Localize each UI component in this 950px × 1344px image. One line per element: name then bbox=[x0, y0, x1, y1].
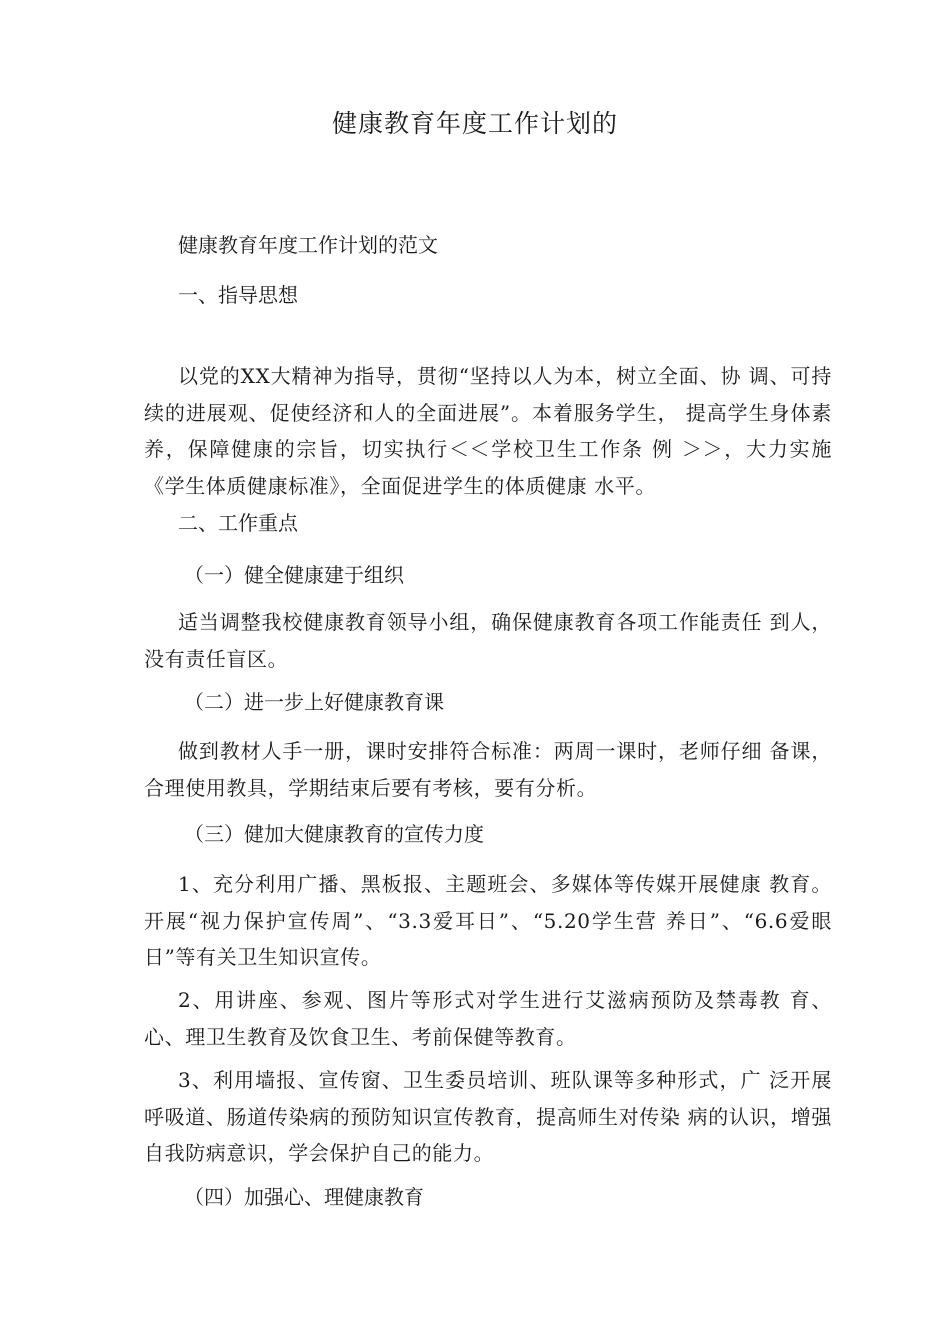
document-title: 健康教育年度工作计划的 bbox=[331, 109, 618, 138]
paragraph-organization: 适当调整我校健康教育领导小组，确保健康教育各项工作能责任 到人，没有责任盲区。 bbox=[144, 610, 832, 671]
paragraph-publicity-point-1: 1、充分利用广播、黑板报、主题班会、多媒体等传媒开展健康 教育。开展“视力保护宣传周”、“3.3爱耳日”、“5.20学生营 养日”、“6.6爱眼日”等有关卫生知识宣传。 bbox=[144, 872, 832, 969]
item-heading-mental-health: （四）加强心、理健康教育 bbox=[184, 1185, 424, 1209]
paragraph-publicity-point-3: 3、利用墙报、宣传窗、卫生委员培训、班队课等多种形式，广 泛开展呼吸道、肠道传染病的预防知识宣传教育，提高师生对传染 病的认识，增强自我防病意识，学会保护自己的能力。 bbox=[144, 1068, 832, 1165]
paragraph-health-class: 做到教材人手一册，课时安排符合标准：两周一课时，老师仔细 备课，合理使用教具，学期结束后要有考核，要有分析。 bbox=[144, 739, 832, 800]
section-heading-guiding-thought: 一、指导思想 bbox=[178, 283, 298, 307]
section-heading-work-focus: 二、工作重点 bbox=[178, 511, 298, 535]
document-subtitle: 健康教育年度工作计划的范文 bbox=[178, 233, 438, 257]
item-heading-publicity: （三）健加大健康教育的宣传力度 bbox=[184, 822, 484, 846]
item-heading-organization: （一）健全健康建于组织 bbox=[184, 563, 404, 587]
item-heading-health-class: （二）进一步上好健康教育课 bbox=[184, 690, 444, 714]
paragraph-guiding-thought: 以党的XX大精神为指导，贯彻“坚持以人为本，树立全面、协 调、可持续的进展观、促使经济和人的全面进展”。本着服务学生， 提高学生身体素养，保障健康的宗旨，切实执行＜＜学校卫生工作条 例 ＞＞，大力实施《学生体质健康标准》，全面促进学生的体质健康 水平。 bbox=[144, 364, 832, 498]
paragraph-publicity-point-2: 2、用讲座、参观、图片等形式对学生进行艾滋病预防及禁毒教 育、心、理卫生教育及饮食卫生、考前保健等教育。 bbox=[144, 988, 832, 1049]
